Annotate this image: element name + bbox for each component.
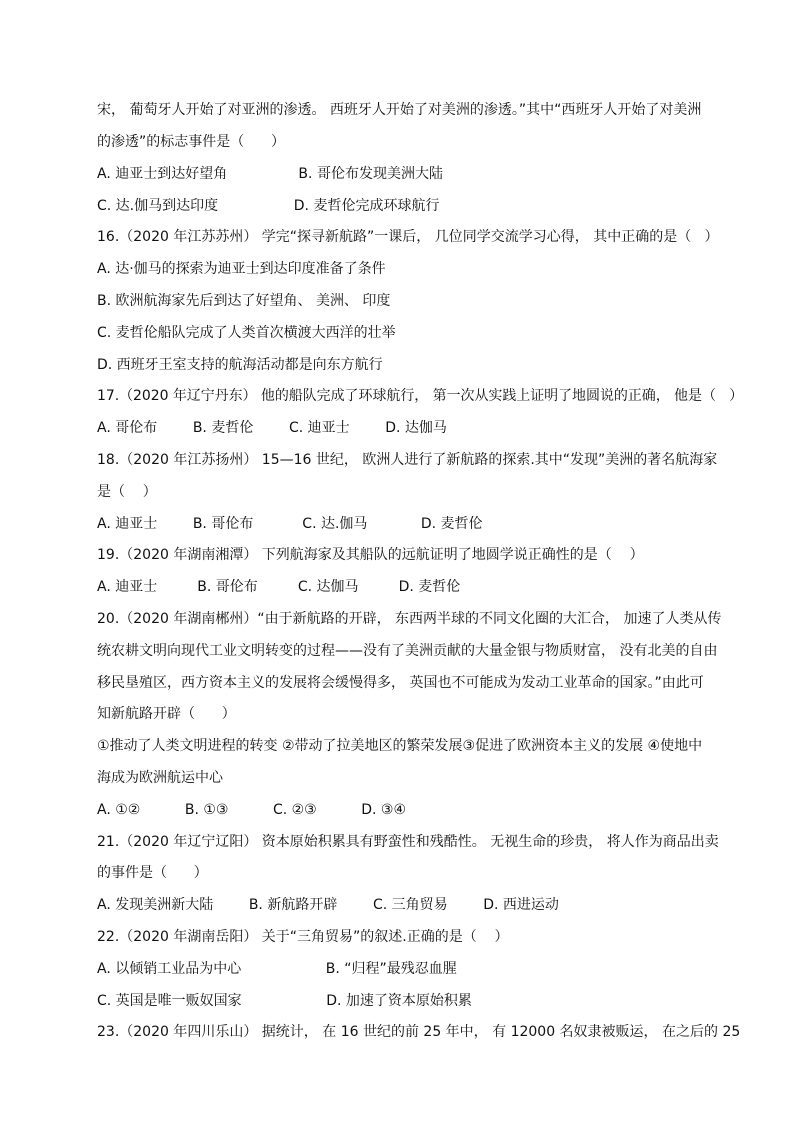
text-line: 是（ ） (97, 484, 157, 500)
text-line: 海成为欧洲航运中心 (97, 770, 223, 786)
text-line: ①推动了人类文明进程的转变 ②带动了拉美地区的繁荣发展③促进了欧洲资本主义的发展 ④使地中 (97, 738, 703, 754)
text-line: 统农耕文明向现代工业文明转变的过程——没有了美洲贡献的大量金银与物质财富， 没有北美的自由 (97, 643, 718, 659)
option-line: A. 发现美洲新大陆 B. 新航路开辟 C. 三角贸易 D. 西进运动 (97, 897, 559, 913)
option-line: A. 迪亚士 B. 哥伦布 C. 达.伽马 D. 麦哲伦 (97, 516, 483, 532)
question-18: 18.（2020 年江苏扬州） 15—16 世纪， 欧洲人进行了新航路的探索.其中“发现”美洲的著名航海家 (97, 452, 718, 468)
option-line: A. 迪亚士到达好望角 B. 哥伦布发现美洲大陆 (97, 166, 443, 182)
option-line: A. 哥伦布 B. 麦哲伦 C. 迪亚士 D. 达伽马 (97, 420, 447, 436)
option-line: A. 以倾销工业品为中心 B. “归程”最残忍血腥 (97, 961, 457, 977)
text-line: 的事件是（ ） (97, 865, 208, 881)
question-17: 17.（2020 年辽宁丹东） 他的船队完成了环球航行， 第一次从实践上证明了地圆说的正确， 他是（ ） (97, 388, 744, 404)
option-line: A. 达·伽马的探索为迪亚士到达印度准备了条件 (97, 261, 386, 277)
question-21: 21.（2020 年辽宁辽阳） 资本原始积累具有野蛮性和残酷性。 无视生命的珍贵， 将人作为商品出卖 (97, 834, 719, 850)
option-line: C. 麦哲伦船队完成了人类首次横渡大西洋的壮举 (97, 325, 396, 341)
text-line: 知新航路开辟（ ） (97, 706, 236, 722)
question-20: 20.（2020 年湖南郴州）“由于新航路的开辟， 东西两半球的不同文化圈的大汇合， 加速了人类从传 (97, 611, 722, 627)
text-line: 宋， 葡萄牙人开始了对亚洲的渗透。 西班牙人开始了对美洲的渗透。”其中“西班牙人开始了对美洲 (97, 102, 702, 118)
option-line: B. 欧洲航海家先后到达了好望角、 美洲、 印度 (97, 293, 391, 309)
text-line: 移民垦殖区，西方资本主义的发展将会缓慢得多， 英国也不可能成为发动工业革命的国家。”由此可 (97, 675, 704, 691)
option-line: C. 英国是唯一贩奴国家 D. 加速了资本原始积累 (97, 993, 472, 1009)
option-line: A. 迪亚士 B. 哥伦布 C. 达伽马 D. 麦哲伦 (97, 579, 461, 595)
question-16: 16.（2020 年江苏苏州） 学完“探寻新航路”一课后， 几位同学交流学习心得， 其中正确的是（ ） (97, 229, 719, 245)
text-line: 的渗透”的标志事件是（ ） (97, 134, 285, 150)
question-19: 19.（2020 年湖南湘潭） 下列航海家及其船队的远航证明了地圆学说正确性的是（ ） (97, 547, 644, 563)
question-22: 22.（2020 年湖南岳阳） 关于“三角贸易”的叙述.正确的是（ ） (97, 929, 509, 945)
option-line: D. 西班牙王室支持的航海活动都是向东方航行 (97, 357, 383, 373)
option-line: C. 达.伽马到达印度 D. 麦哲伦完成环球航行 (97, 198, 440, 214)
question-23: 23.（2020 年四川乐山） 据统计， 在 16 世纪的前 25 年中， 有 12000 名奴隶被贩运， 在之后的 25 (97, 1024, 741, 1040)
option-line: A. ①② B. ①③ C. ②③ D. ③④ (97, 802, 407, 818)
